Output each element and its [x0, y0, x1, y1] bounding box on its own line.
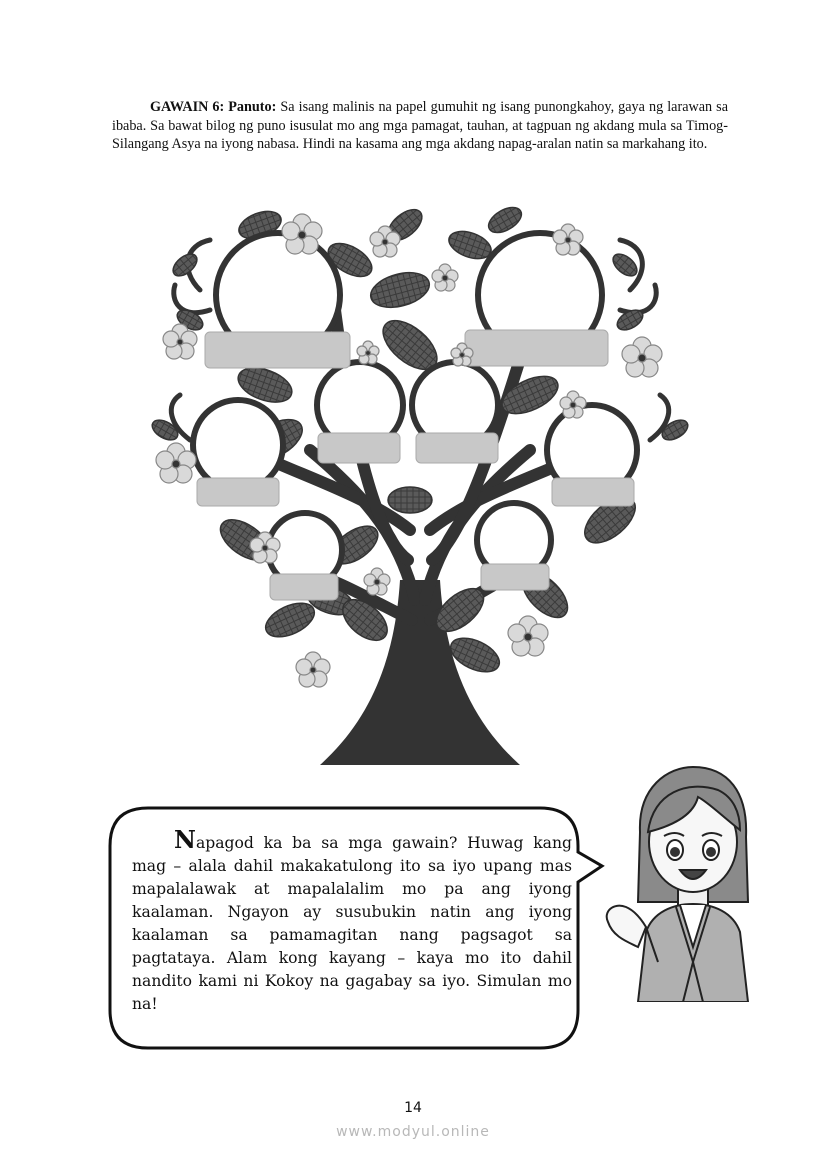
speech-bubble-message: apagod ka ba sa mga gawain? Huwag kang mag – alala dahil makakatulong ito sa iyo upang mas mapalalawak at mapalalalim mo pa ang iyong kaalaman. Ngayon ay susubukin natin ang iyong kaalaman sa pamamagitan nang pagsagot sa pagtataya. Alam kong kayang – kaya mo ito dahil nandito kami ni Kokoy na gagabay sa iyo. Simulan mo na! — [132, 834, 572, 1013]
speech-bubble-text — [132, 825, 572, 1016]
tree-label-box — [552, 478, 634, 506]
drop-cap-letter: N — [174, 825, 196, 854]
tree-label-box — [197, 478, 279, 506]
tree-illustration — [140, 200, 700, 770]
tree-label-box — [481, 564, 549, 590]
tree-label-box — [465, 330, 608, 366]
teacher-character-icon — [598, 762, 778, 1002]
speech-bubble — [100, 800, 610, 1060]
tree-label-box — [270, 574, 338, 600]
tree-diagram — [140, 200, 700, 770]
tree-circle — [193, 400, 283, 490]
activity-body: Sa isang malinis na papel gumuhit ng isang punongkahoy, gaya ng larawan sa ibaba. Sa bawat bilog ng puno isusulat mo ang mga pamagat, tauhan, at tagpuan ng akdang mula sa Timog-Silangang Asya na iyong nabasa. Hindi na kasama ang mga akdang napag-aralan natin sa markahang ito. — [112, 99, 729, 153]
watermark-text: www.modyul.online — [336, 1124, 490, 1140]
page-number: 14 — [404, 1100, 422, 1116]
tree-label-box — [416, 433, 498, 463]
tree-label-box — [318, 433, 400, 463]
tree-label-box — [205, 332, 350, 368]
activity-heading: GAWAIN 6: Panuto: — [150, 99, 277, 115]
activity-instructions — [112, 98, 728, 154]
